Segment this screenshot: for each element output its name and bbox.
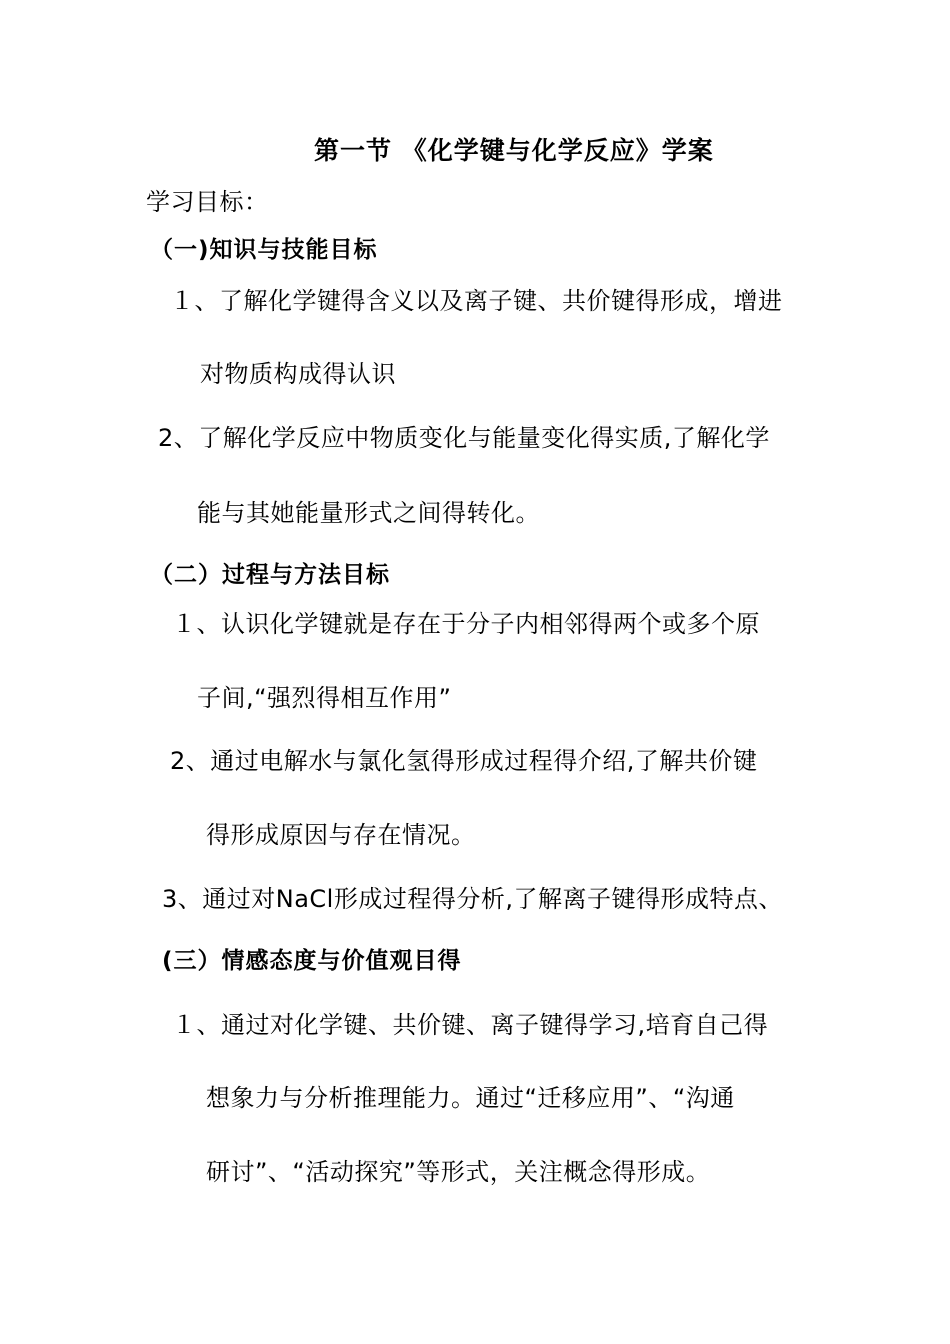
section-3-item-1-line-1: １、通过对化学键、共价键、离子键得学习,培育自己得 xyxy=(172,1011,769,1039)
section-1-item-2-line-1: 2、了解化学反应中物质变化与能量变化得实质,了解化学 xyxy=(158,424,770,452)
document-title: 第一节 《化学键与化学反应》学案 xyxy=(314,136,714,165)
section-1-item-2-line-2: 能与其她能量形式之间得转化。 xyxy=(197,499,540,527)
learning-goals-heading: 学习目标： xyxy=(146,188,269,216)
section-1-item-1-line-1: １、了解化学键得含义以及离子键、共价键得形成，增进 xyxy=(170,287,783,315)
section-2-item-1-line-2: 子间,“强烈得相互作用” xyxy=(197,684,452,712)
section-1-heading: （一)知识与技能目标 xyxy=(150,237,378,263)
section-3-item-1-line-3: 研讨”、“活动探究”等形式，关注概念得形成。 xyxy=(206,1158,711,1186)
section-3-item-1-line-2: 想象力与分析推理能力。通过“迁移应用”、“沟通 xyxy=(206,1084,735,1112)
section-1-item-1-line-2: 对物质构成得认识 xyxy=(200,360,396,388)
section-2-item-3-line-1: 3、通过对NaCl形成过程得分析,了解离子键得形成特点、 xyxy=(162,885,783,913)
section-2-item-1-line-1: １、认识化学键就是存在于分子内相邻得两个或多个原 xyxy=(172,610,760,638)
section-2-item-2-line-1: 2、通过电解水与氯化氢得形成过程得介绍,了解共价键 xyxy=(170,747,758,775)
section-2-heading: （二）过程与方法目标 xyxy=(150,562,390,588)
section-2-item-2-line-2: 得形成原因与存在情况。 xyxy=(206,821,476,849)
section-3-heading: (三）情感态度与价值观目得 xyxy=(162,948,462,974)
